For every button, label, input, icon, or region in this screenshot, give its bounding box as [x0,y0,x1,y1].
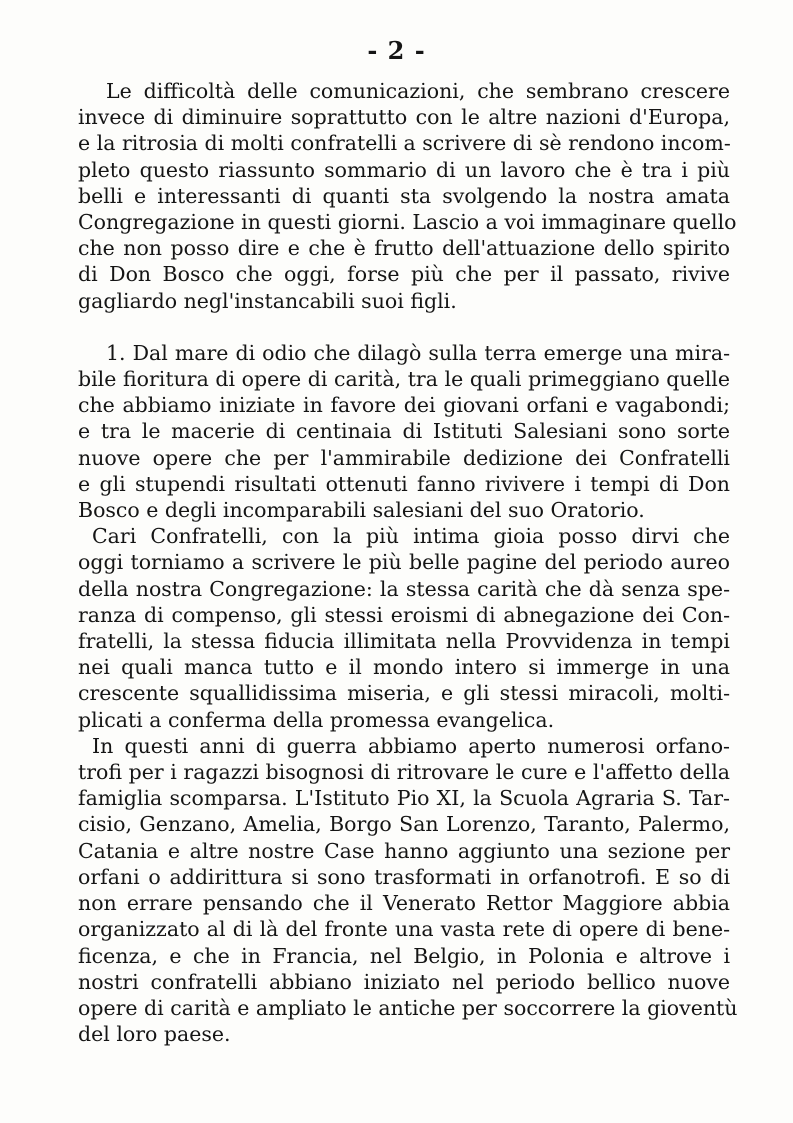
text-line: ficenza, e che in Francia, nel Belgio, in Polonia e altrove i [78,943,730,968]
text-line: e tra le macerie di centinaia di Istituti Salesiani sono sorte [78,419,730,444]
text-line: crescente squallidissima miseria, e gli stessi miracoli, molti- [78,681,730,706]
text-line: plicati a conferma della promessa evangelica. [78,707,555,732]
text-line: fratelli, la stessa fiducia illimitata nella Provvidenza in tempi [78,629,730,654]
text-line: della nostra Congregazione: la stessa carità che dà senza spe- [78,576,730,601]
text-line: gagliardo negl'instancabili suoi figli. [78,288,457,313]
text-line: belli e interessanti di quanti sta svolgendo la nostra amata [78,183,730,208]
text-line: Cari Confratelli, con la più intima gioia posso dirvi che [92,524,730,549]
text-line: orfani o addirittura si sono trasformati in orfanotrofi. E so di [78,864,730,889]
text-line: nei quali manca tutto e il mondo intero si immerge in una [78,655,730,680]
text-line: Catania e altre nostre Case hanno aggiunto una sezione per [78,838,730,863]
text-line: famiglia scomparsa. L'Istituto Pio XI, la Scuola Agraria S. Tar- [78,786,730,811]
text-line: che non posso dire e che è frutto dell'attuazione dello spirito [78,236,730,261]
text-line: non errare pensando che il Venerato Rettor Maggiore abbia [78,891,730,916]
paragraph-gap [78,314,730,340]
text-line: e gli stupendi risultati ottenuti fanno rivivere i tempi di Don [78,471,730,496]
text-line: pleto questo riassunto sommario di un lavoro che è tra i più [78,157,730,182]
paragraph-section-1 [78,340,730,523]
text-line: organizzato al di là del fronte una vasta rete di opere di bene- [78,917,730,942]
text-line: che abbiamo iniziate in favore dei giovani orfani e vagabondi; [78,393,730,418]
text-line: opere di carità e ampliato le antiche per soccorrere la gioventù [78,995,738,1020]
body-text [78,78,738,1047]
text-line: invece di diminuire soprattutto con le altre nazioni d'Europa, [78,105,730,130]
text-line: Bosco e degli incomparabili salesiani del suo Oratorio. [78,498,645,523]
text-line: nuove opere che per l'ammirabile dedizione dei Confratelli [78,445,730,470]
text-line: In questi anni di guerra abbiamo aperto numerosi orfano- [92,733,730,758]
text-line: 1. Dal mare di odio che dilagò sulla terra emerge una mira- [106,340,730,365]
text-line: Le difficoltà delle comunicazioni, che sembrano crescere [106,79,730,103]
paragraph-intro [78,78,737,314]
text-line: ranza di compenso, gli stessi eroismi di abnegazione dei Con- [78,602,730,627]
text-line: nostri confratelli abbiano iniziato nel periodo bellico nuove [78,969,730,994]
paragraph-confratelli [78,523,730,733]
text-line: di Don Bosco che oggi, forse più che per il passato, rivive [78,262,730,287]
page-number: - 2 - [367,36,426,65]
text-line: bile fioritura di opere di carità, tra le quali primeggiano quelle [78,367,730,392]
text-line: del loro paese. [78,1022,231,1047]
text-line: Congregazione in questi giorni. Lascio a voi immaginare quello [78,210,737,235]
paragraph-orfanotrofi [78,733,738,1047]
text-line: cisio, Genzano, Amelia, Borgo San Lorenzo, Taranto, Palermo, [78,812,730,837]
text-line: oggi torniamo a scrivere le più belle pagine del periodo aureo [78,550,730,575]
text-line: e la ritrosia di molti confratelli a scrivere di sè rendono incom- [78,131,731,156]
text-line: trofi per i ragazzi bisognosi di ritrovare le cure e l'affetto della [78,760,730,785]
